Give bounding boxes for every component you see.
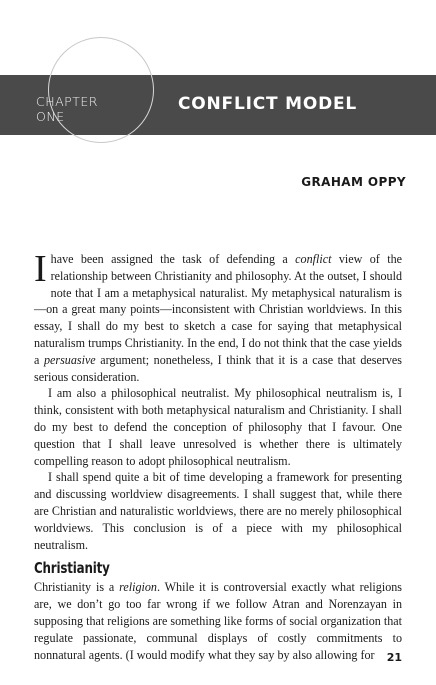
paragraph-3: I shall spend quite a bit of time developing a framework for presenting and discussing worldview disagreements. I shall suggest that, while there are Christian and naturalistic worldviews, there are no merely philosophical worldviews. This conclusion is of a piece with my philosophical neutralism. bbox=[34, 470, 402, 552]
chapter-label-line2: ONE bbox=[36, 109, 65, 124]
p1-emphasis-persuasive: persuasive bbox=[43, 352, 96, 367]
p4-emphasis-religion: religion bbox=[119, 580, 157, 595]
page-number: 21 bbox=[386, 651, 402, 664]
p1-text-a: have been assigned the task of defending a bbox=[50, 252, 296, 266]
paragraph-4 bbox=[34, 579, 402, 663]
chapter-header-band bbox=[0, 75, 436, 135]
chapter-label bbox=[36, 94, 98, 124]
p4-text-b: . While it is controversial exactly what religions are, we don’t go too far wrong if we follow Atran and Norenzayan in supposing that religions are something like forms of social organization that regulate passionate, communal displays of costly commitments to nonnatural agents. (I would modify what they say by also allowing for bbox=[34, 580, 402, 662]
chapter-label-line1: CHAPTER bbox=[36, 94, 98, 109]
p1-text-b: view of the relationship between Christianity and philosophy. At the outset, I should note that I am a metaphysical naturalist. My metaphysical naturalism is—on a great many points—inconsistent with Christian worldviews. In this essay, I shall do my best to sketch a case for saying that metaphysical naturalism trumps Christianity. In the end, I do not think that the case yields a bbox=[34, 252, 402, 367]
p1-emphasis-conflict: conflict bbox=[295, 252, 332, 266]
chapter-title: CONFLICT MODEL bbox=[178, 94, 358, 114]
author-name: GRAHAM OPPY bbox=[301, 175, 406, 189]
p4-text-a: Christianity is a bbox=[34, 580, 120, 595]
drop-cap: I bbox=[34, 248, 47, 290]
paragraph-2: I am also a philosophical neutralist. My philosophical neutralism is, I think, consistent with both metaphysical naturalism and Christianity. I shall do my best to defend the conception of philosophy that I favour. One question that I shall leave unresolved is whether there is ultimately compelling reason to adopt philosophical neutralism. bbox=[34, 386, 402, 468]
body-text bbox=[34, 248, 402, 663]
p1-text-c: argument; nonetheless, I think that it is a case that deserves serious consideration. bbox=[34, 352, 402, 384]
paragraph-1 bbox=[34, 248, 402, 385]
section-heading: Christianity bbox=[34, 559, 110, 578]
